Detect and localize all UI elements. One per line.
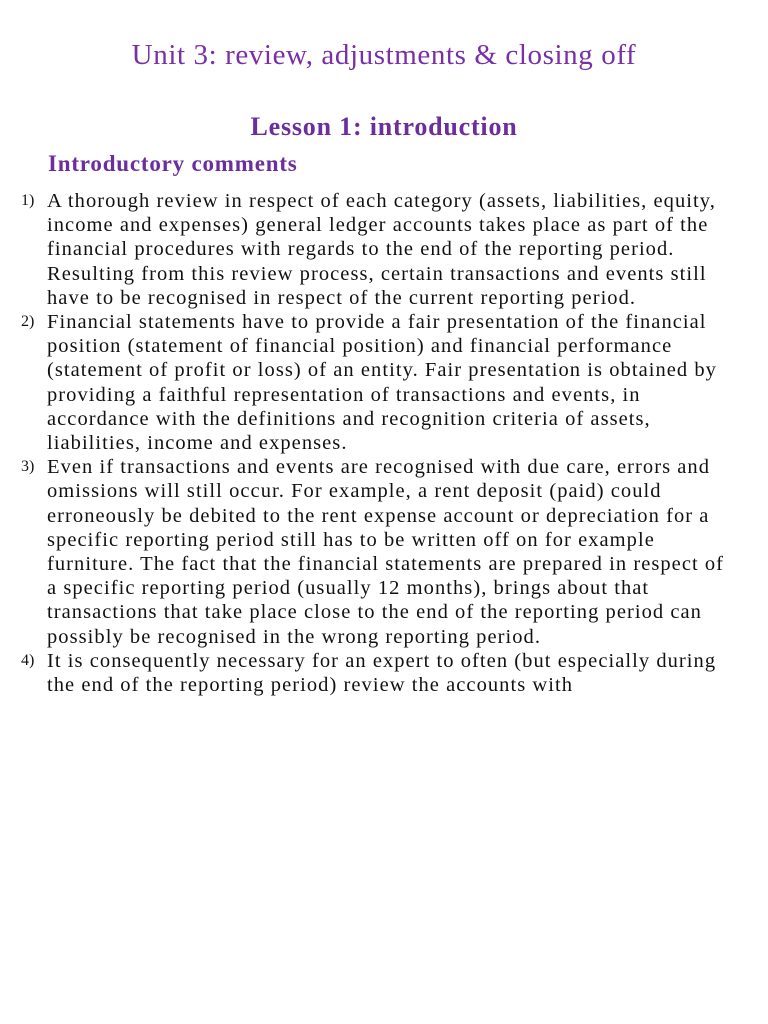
list-item-text: Even if transactions and events are recognised with due care, errors and omissions will still occur. For example, a rent deposit (paid) could erroneously be debited to the rent expense account or depreciation for a specific reporting period still has to be written off on for example furniture. The fact that the financial statements are prepared in respect of a specific reporting period (usually 12 months), brings about that transactions that take place close to the end of the reporting period can possibly be recognised in the wrong reporting period. bbox=[47, 456, 725, 648]
numbered-list bbox=[0, 189, 768, 697]
list-item-number: 4) bbox=[21, 651, 35, 669]
list-item bbox=[0, 310, 768, 455]
list-item bbox=[0, 189, 768, 310]
list-item-text: It is consequently necessary for an expert to often (but especially during the end of the reporting period) review the accounts with bbox=[47, 649, 717, 697]
list-item-number: 1) bbox=[21, 192, 35, 209]
unit-title: Unit 3: review, adjustments & closing off bbox=[131, 39, 637, 71]
section-heading: Introductory comments bbox=[48, 151, 298, 176]
list-item-number: 2) bbox=[21, 313, 35, 331]
list-item-text: Financial statements have to provide a fair presentation of the financial position (statement of financial position) and financial performance (statement of profit or loss) of an entity. Fair presentation is obtained by providing a faithful representation of transactions and events, in accordance with the definitions and recognition criteria of assets, liabilities, income and expenses. bbox=[47, 311, 717, 455]
list-item bbox=[0, 649, 768, 697]
list-item bbox=[0, 455, 768, 649]
lesson-title: Lesson 1: introduction bbox=[250, 112, 518, 141]
list-item-number: 3) bbox=[21, 458, 35, 476]
list-item-text: A thorough review in respect of each category (assets, liabilities, equity, income and expenses) general ledger accounts takes place as part of the financial procedures with regards to the end of the reporting period. Resulting from this review process, certain transactions and events still have to be recognised in respect of the current reporting period. bbox=[47, 190, 716, 309]
